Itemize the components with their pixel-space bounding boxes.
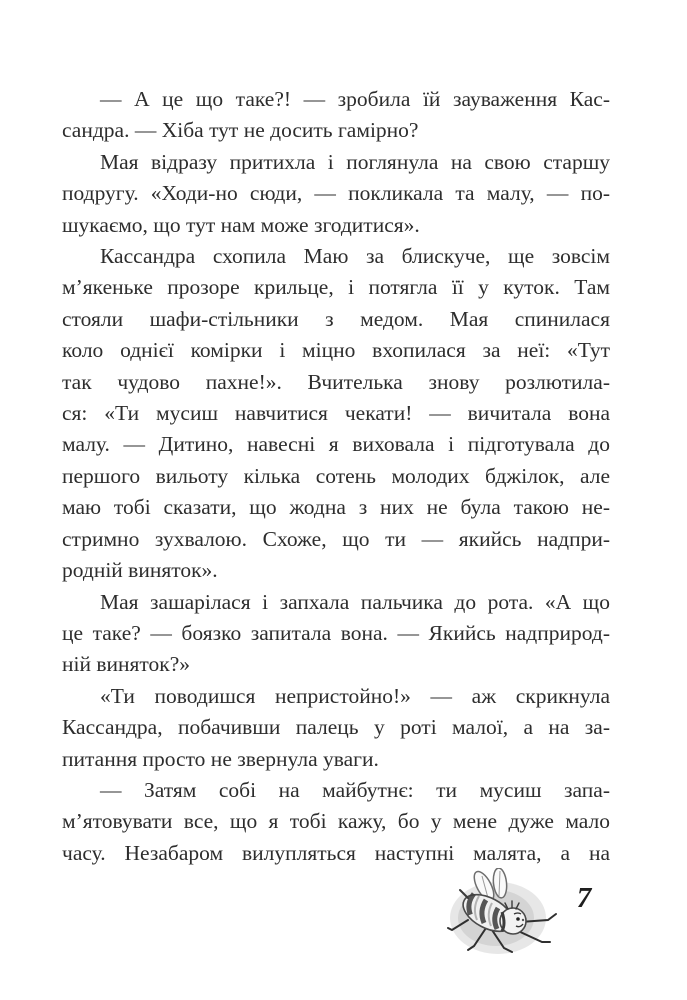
text-line: — А це що таке?! — зробила їй зауваження Кас- <box>100 87 610 111</box>
text-line: так чудово пахне!». Вчителька знову розлютила- <box>62 369 610 394</box>
text-line: першого вильоту кілька сотень молодих бджілок, але <box>62 463 610 488</box>
text-line: Мая відразу притихла і поглянула на свою старшу <box>100 149 610 174</box>
text-line: подругу. «Ходи-но сюди, — покликала та малу, — по- <box>62 181 610 206</box>
text-line: м’ятовувати все, що я тобі кажу, бо у мене дуже мало <box>62 809 610 834</box>
text-line: Мая зашарілася і запхала пальчика до рота. «А що <box>100 589 610 614</box>
text-line: коло однієї комірки і міцно вхопилася за неї: «Тут <box>62 338 610 363</box>
text-line: малу. — Дитино, навесні я виховала і підготувала до <box>62 432 610 457</box>
text-line: питання просто не звернула уваги. <box>62 746 379 771</box>
text-line: «Ти поводишся непристойно!» — аж скрикнула <box>100 683 610 708</box>
bee-illustration <box>446 868 566 968</box>
paragraph <box>62 241 610 586</box>
bee-icon <box>446 868 566 968</box>
text-line: це таке? — боязко запитала вона. — Якийсь надприрод- <box>62 620 610 645</box>
paragraph <box>62 587 610 681</box>
text-line: шукаємо, що тут нам може згодитися». <box>62 212 420 237</box>
text-line: стояли шафи-стільники з медом. Мая спинилася <box>62 306 610 331</box>
text-line: маю тобі сказати, що жодна з них не була такою не- <box>62 495 610 520</box>
text-line: Кассандра схопила Маю за блискуче, ще зовсім <box>100 244 610 269</box>
text-line: Кассандра, побачивши палець у роті малої, а на за- <box>62 715 610 740</box>
text-line: часу. Незабаром вилупляться наступні малята, а на <box>62 840 610 865</box>
text-line: м’якеньке прозоре крильце, і потягла її у куток. Там <box>62 275 610 300</box>
text-line: ній виняток?» <box>62 652 191 677</box>
page-number: 7 <box>576 882 592 914</box>
paragraph <box>62 84 610 147</box>
paragraph <box>62 147 610 241</box>
text-line: — Затям собі на майбутнє: ти мусиш запа- <box>100 777 610 802</box>
text-line: родній виняток». <box>62 558 218 583</box>
text-block <box>62 84 610 869</box>
text-line: сандра. — Хіба тут не досить гамірно? <box>62 118 419 143</box>
text-line: ся: «Ти мусиш навчитися чекати! — вичитала вона <box>62 401 610 426</box>
paragraph <box>62 681 610 775</box>
text-line: стримно зухвалою. Схоже, що ти — якийсь надпри- <box>62 526 610 551</box>
paragraph <box>62 775 610 869</box>
